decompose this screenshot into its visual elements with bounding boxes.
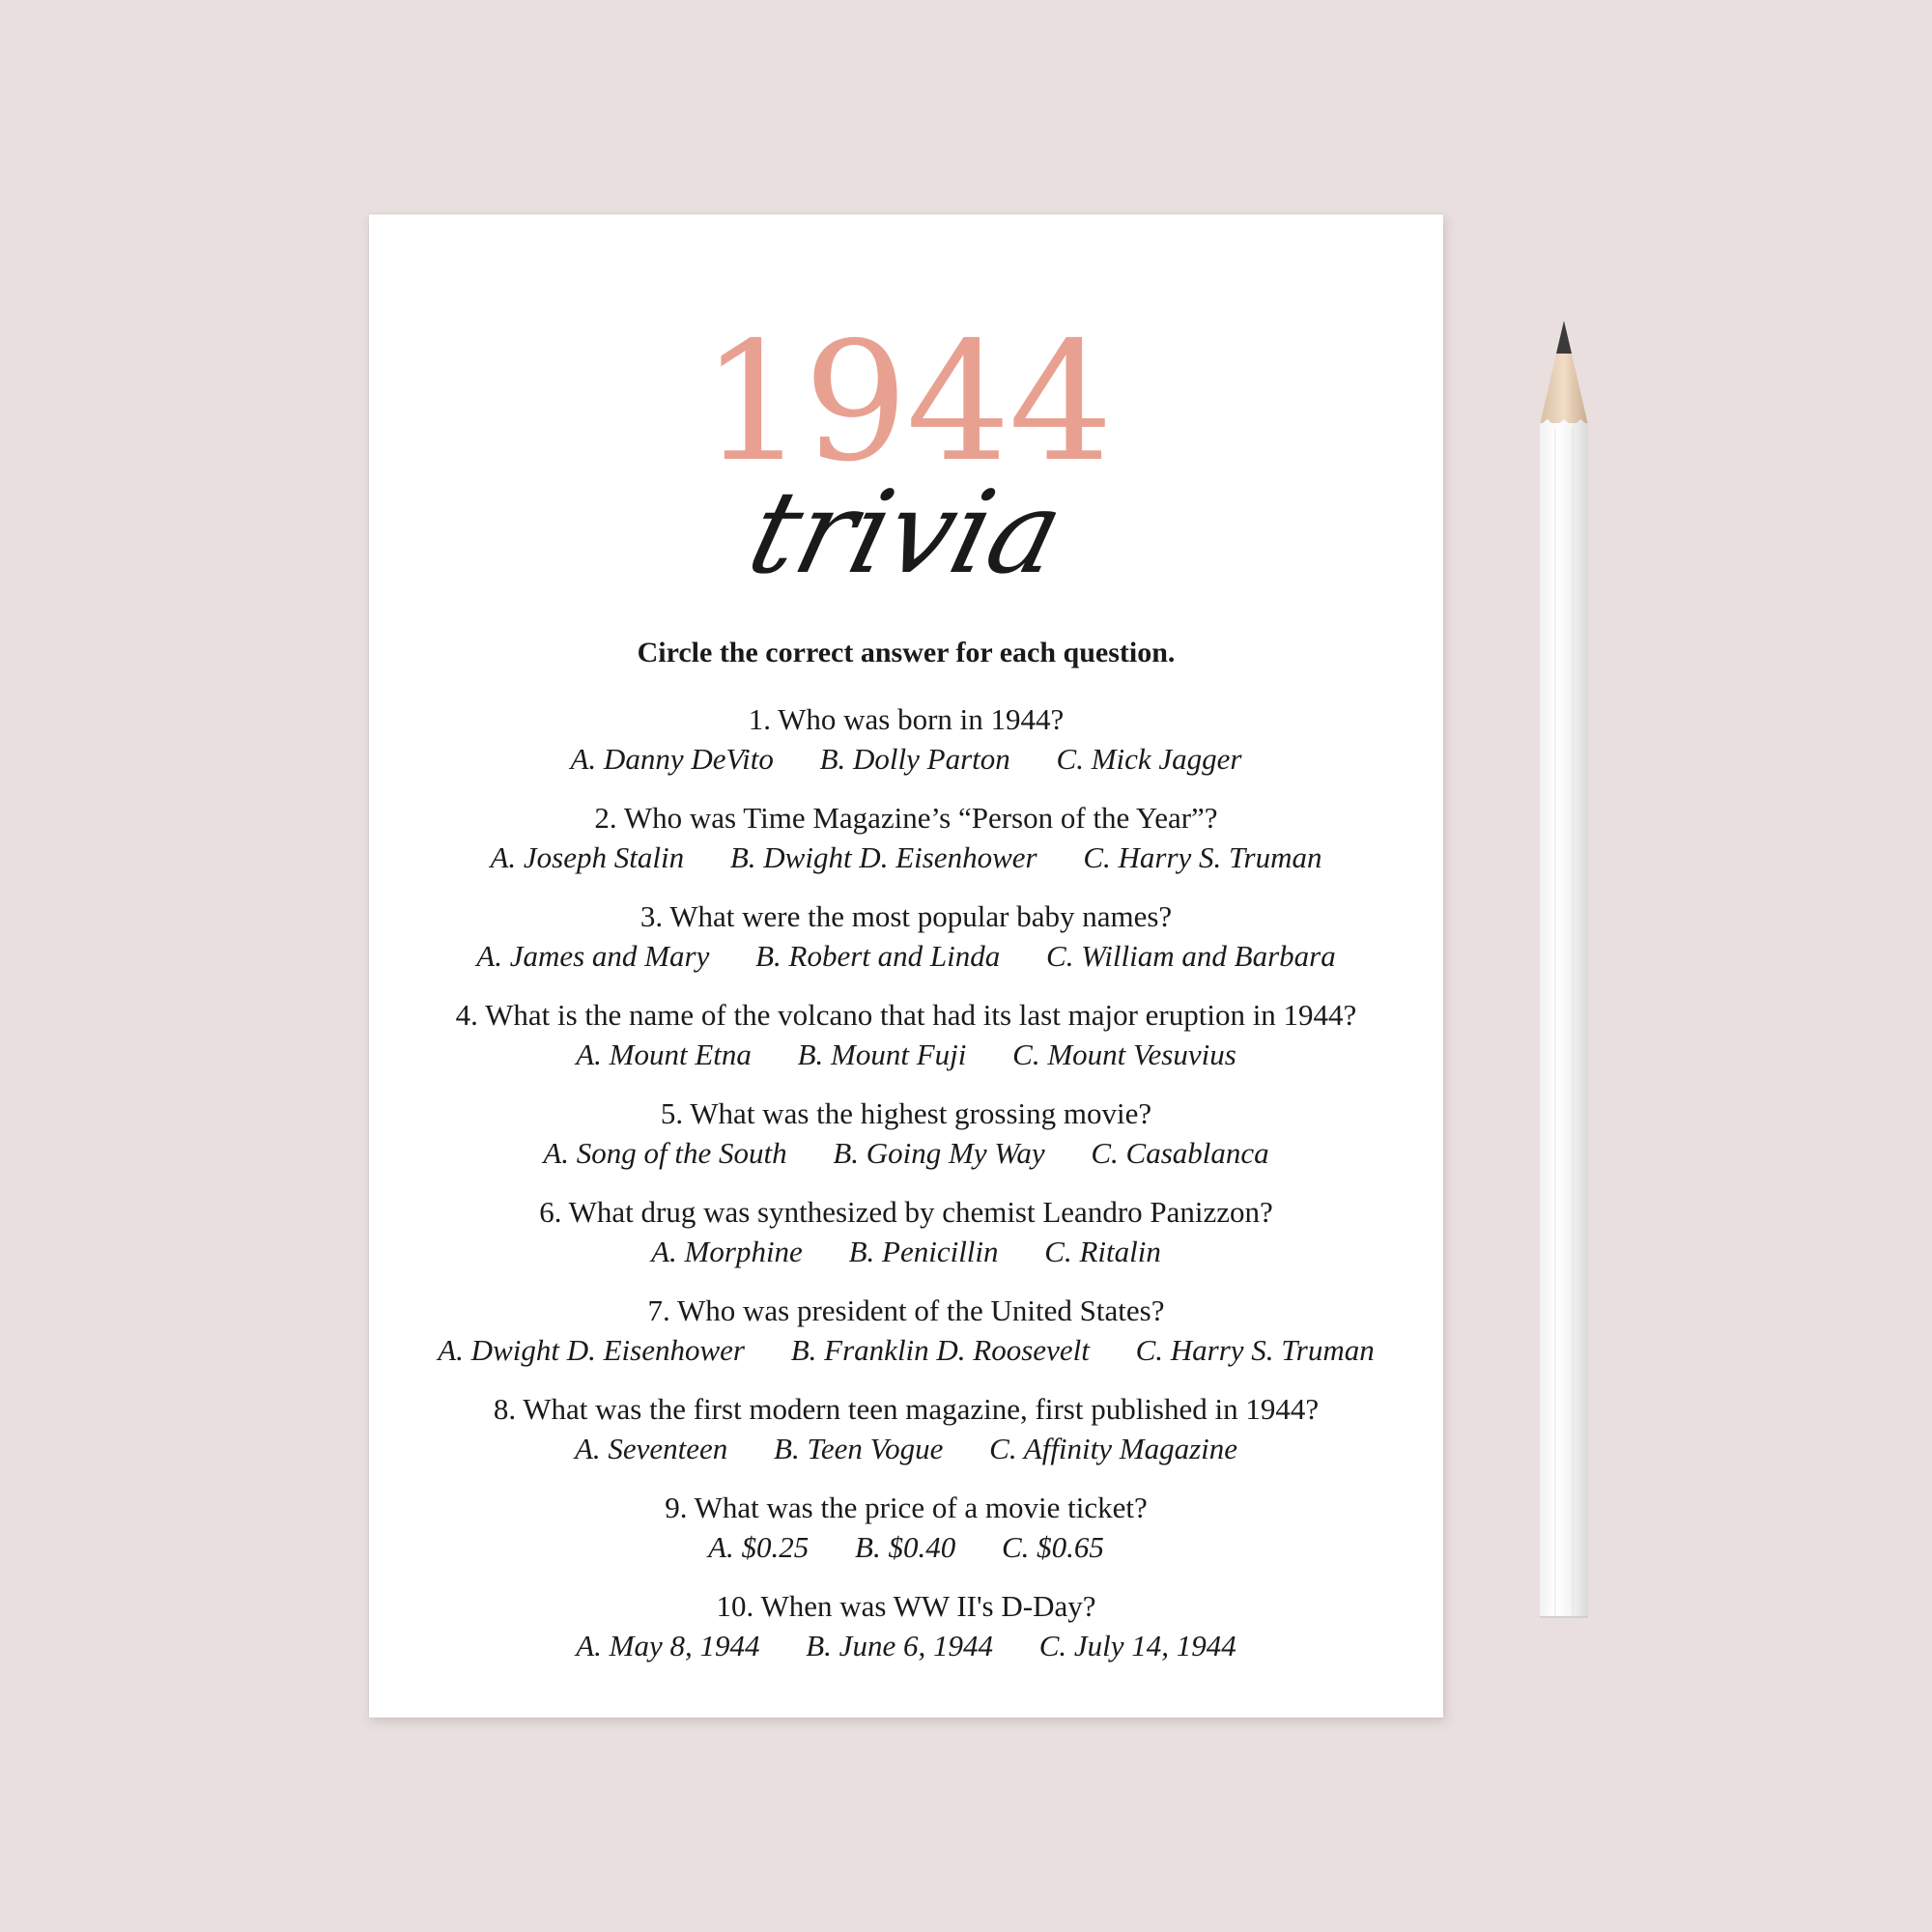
answer-option[interactable]: B. Going My Way: [833, 1136, 1045, 1170]
question-text: 7. Who was president of the United States?: [647, 1293, 1165, 1327]
question-text: 6. What drug was synthesized by chemist Leandro Panizzon?: [539, 1195, 1273, 1229]
trivia-card: [369, 214, 1443, 1718]
answer-option[interactable]: A. James and Mary: [476, 939, 710, 973]
answer-option[interactable]: B. $0.40: [855, 1530, 956, 1564]
question-text: 9. What was the price of a movie ticket?: [665, 1491, 1148, 1524]
answer-option[interactable]: B. Franklin D. Roosevelt: [790, 1333, 1090, 1367]
question-options: [369, 1527, 1443, 1568]
answer-option[interactable]: C. $0.65: [1001, 1530, 1104, 1564]
answer-option[interactable]: C. Casablanca: [1091, 1136, 1269, 1170]
answer-option[interactable]: B. Robert and Linda: [755, 939, 1001, 973]
question-item: [369, 1094, 1443, 1174]
question-item: [369, 996, 1443, 1075]
answer-option[interactable]: C. Ritalin: [1044, 1235, 1161, 1268]
answer-option[interactable]: C. Harry S. Truman: [1135, 1333, 1375, 1367]
answer-option[interactable]: C. July 14, 1944: [1038, 1629, 1236, 1662]
answer-option[interactable]: B. Dolly Parton: [819, 742, 1010, 776]
question-options: [369, 739, 1443, 780]
question-item: [369, 1193, 1443, 1272]
question-options: [369, 1429, 1443, 1469]
question-item: [369, 1489, 1443, 1568]
question-text: 5. What was the highest grossing movie?: [660, 1096, 1152, 1130]
answer-option[interactable]: C. Harry S. Truman: [1083, 840, 1322, 874]
answer-option[interactable]: A. Mount Etna: [576, 1037, 752, 1071]
question-text: 3. What were the most popular baby names?: [639, 899, 1173, 933]
question-item: [369, 1587, 1443, 1666]
answer-option[interactable]: B. Penicillin: [848, 1235, 999, 1268]
question-options: [369, 1035, 1443, 1075]
question-item: [369, 897, 1443, 977]
answer-option[interactable]: A. Joseph Stalin: [490, 840, 685, 874]
answer-option[interactable]: A. Song of the South: [543, 1136, 787, 1170]
question-text: 4. What is the name of the volcano that had its last major eruption in 1944?: [455, 998, 1357, 1032]
question-item: [369, 1292, 1443, 1371]
answer-option[interactable]: A. Seventeen: [574, 1432, 728, 1465]
question-options: [369, 936, 1443, 977]
question-options: [369, 1626, 1443, 1666]
answer-option[interactable]: B. Dwight D. Eisenhower: [729, 840, 1037, 874]
instruction-text: Circle the correct answer for each question.: [637, 637, 1176, 668]
question-text: 2. Who was Time Magazine’s “Person of the Year”?: [594, 801, 1218, 835]
question-text: 1. Who was born in 1944?: [748, 702, 1065, 736]
title-script: trivia: [736, 466, 1076, 599]
answer-option[interactable]: C. Affinity Magazine: [989, 1432, 1238, 1465]
question-options: [369, 1232, 1443, 1272]
question-item: [369, 1390, 1443, 1469]
answer-option[interactable]: B. Mount Fuji: [797, 1037, 967, 1071]
question-options: [369, 1330, 1443, 1371]
question-text: 8. What was the first modern teen magazine, first published in 1944?: [493, 1392, 1320, 1426]
answer-option[interactable]: B. June 6, 1944: [806, 1629, 993, 1662]
question-item: [369, 799, 1443, 878]
answer-option[interactable]: A. Danny DeVito: [570, 742, 774, 776]
answer-option[interactable]: A. Dwight D. Eisenhower: [438, 1333, 745, 1367]
answer-option[interactable]: B. Teen Vogue: [774, 1432, 944, 1465]
answer-option[interactable]: A. $0.25: [708, 1530, 810, 1564]
question-options: [369, 1133, 1443, 1174]
title-year: 1944: [700, 307, 1112, 498]
question-text: 10. When was WW II's D-Day?: [716, 1589, 1096, 1623]
answer-option[interactable]: C. Mount Vesuvius: [1012, 1037, 1236, 1071]
answer-option[interactable]: C. Mick Jagger: [1056, 742, 1242, 776]
question-options: [369, 838, 1443, 878]
answer-option[interactable]: A. May 8, 1944: [576, 1629, 760, 1662]
answer-option[interactable]: C. William and Barbara: [1046, 939, 1336, 973]
question-item: [369, 700, 1443, 780]
answer-option[interactable]: A. Morphine: [651, 1235, 803, 1268]
pencil-icon: [1538, 319, 1590, 1621]
